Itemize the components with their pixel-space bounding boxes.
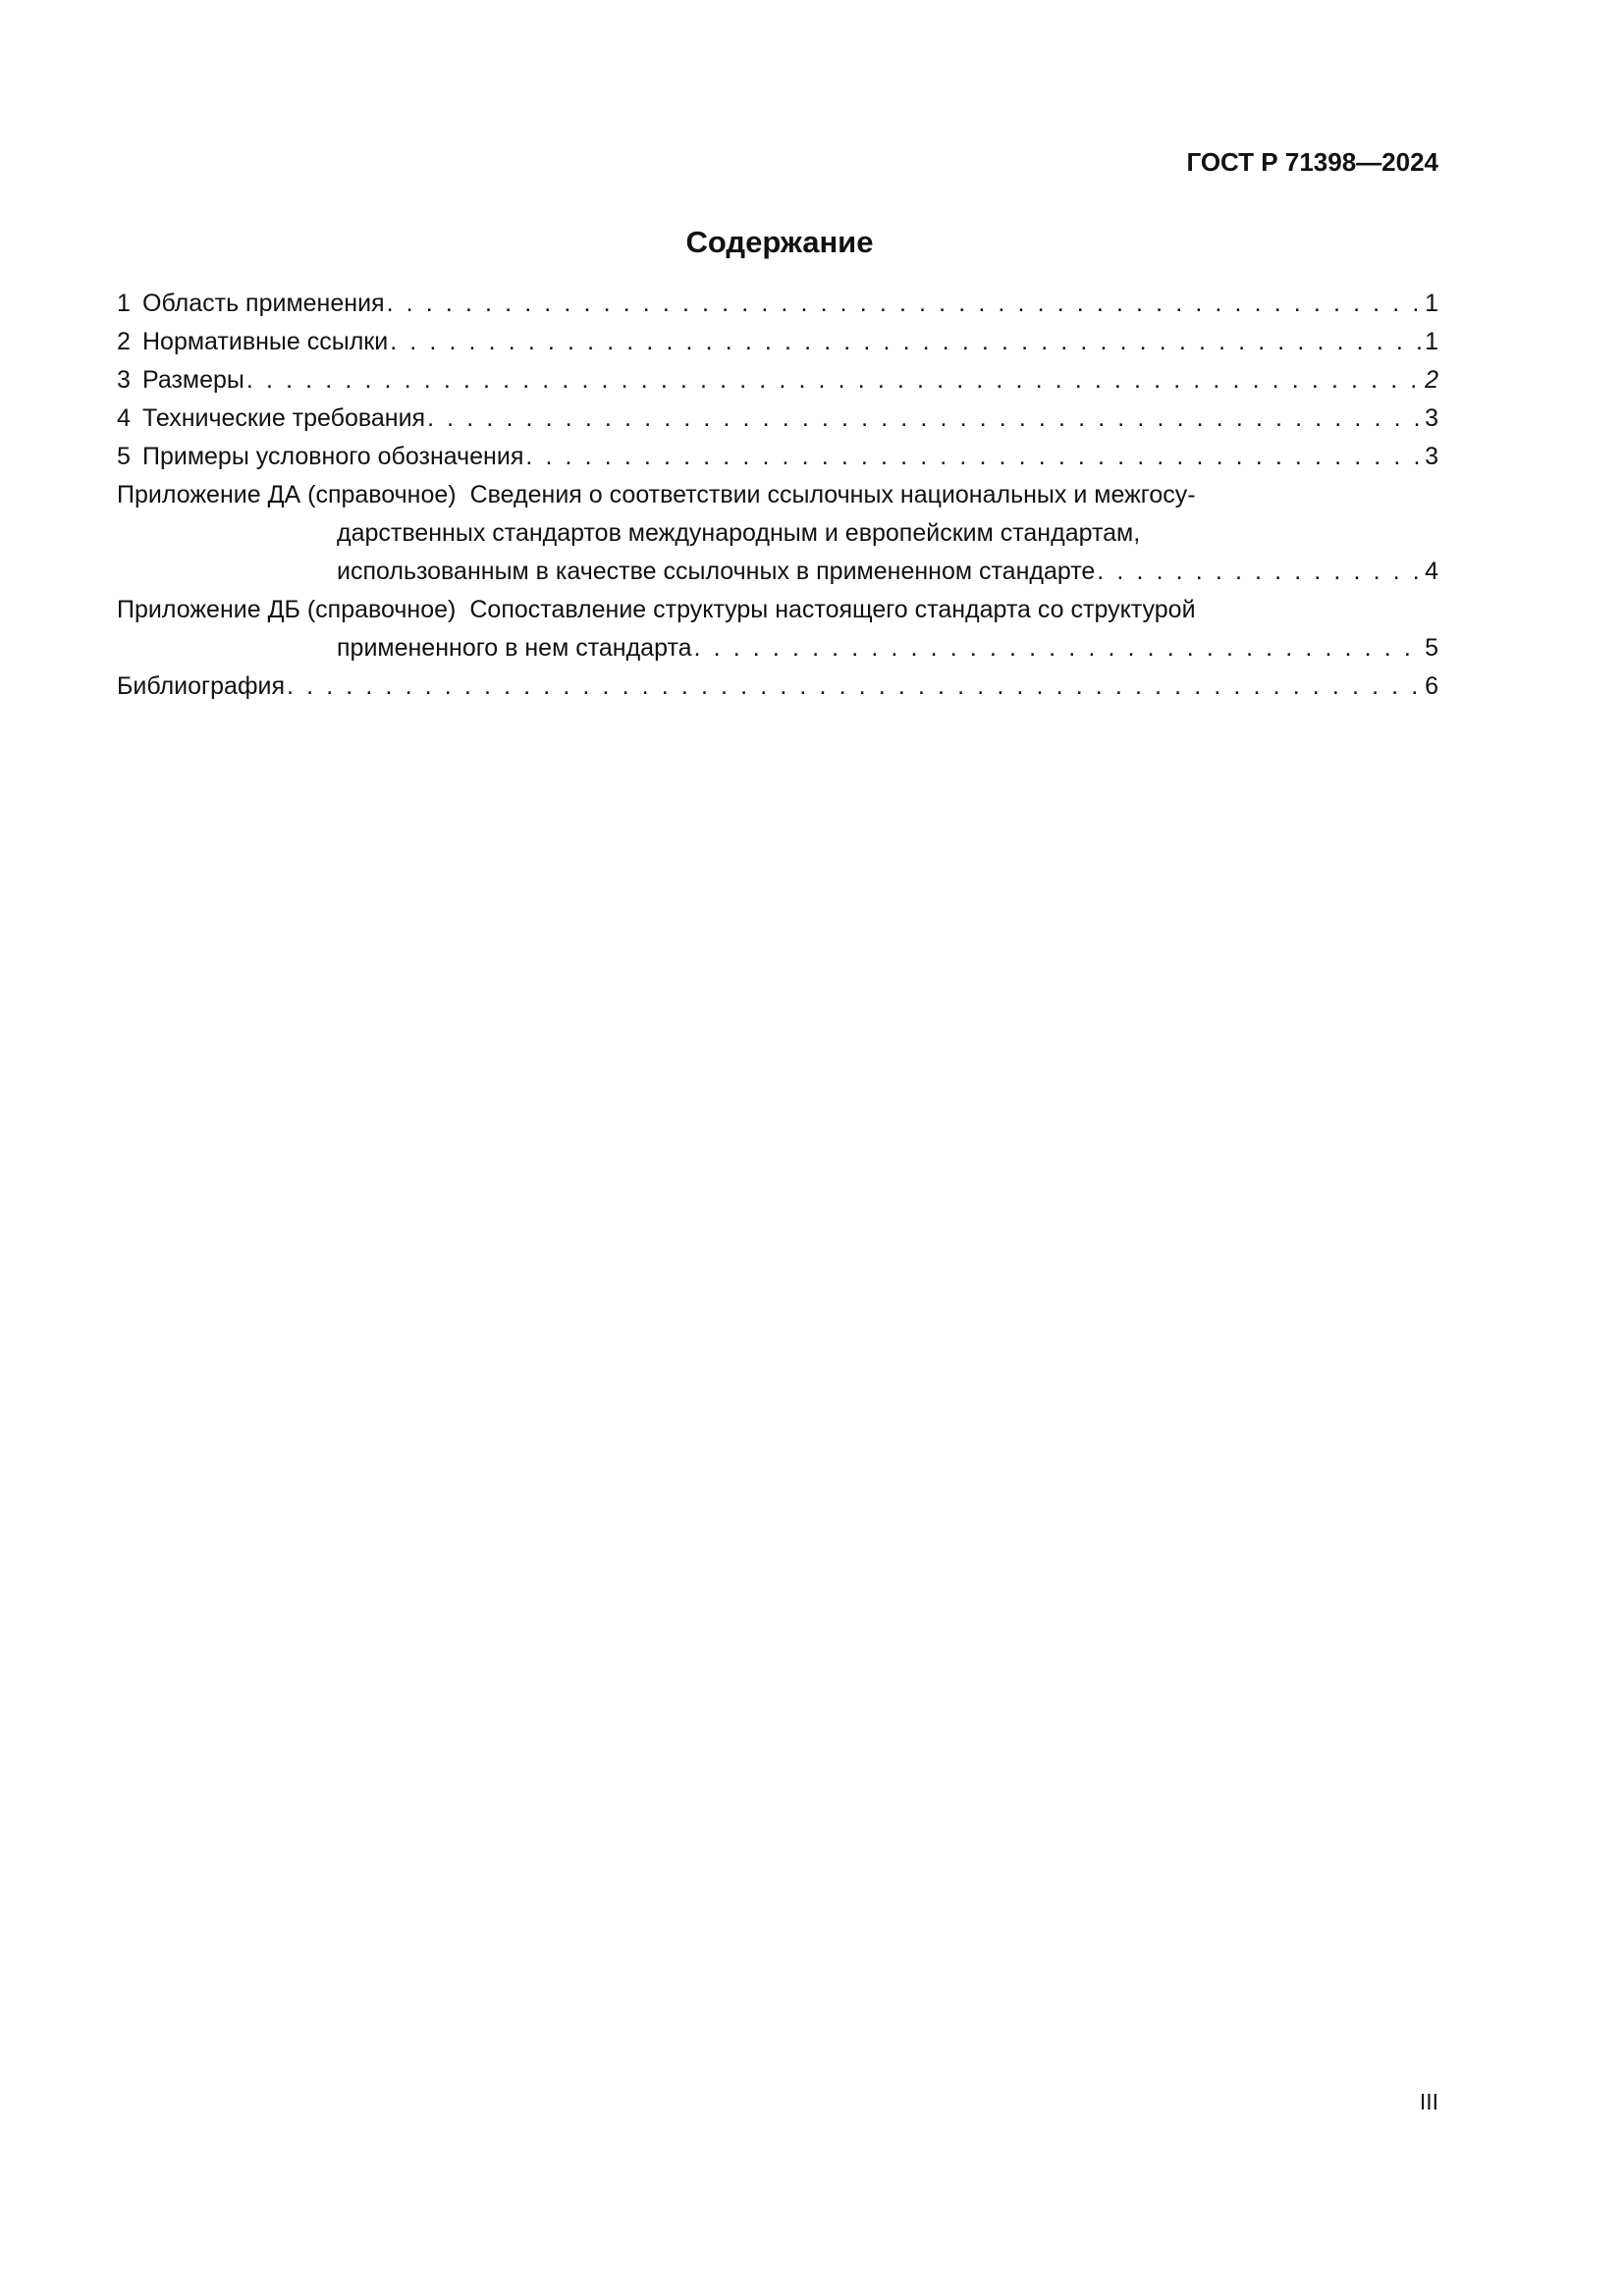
section-title: Нормативные ссылки: [142, 328, 389, 355]
bibliography-title: Библиография: [117, 672, 286, 700]
toc-entry[interactable]: [117, 438, 1438, 476]
leader-dots: [694, 629, 1424, 667]
leader-dots: [427, 400, 1423, 438]
toc-title: Содержание: [685, 225, 874, 259]
toc-entry[interactable]: [117, 400, 1438, 438]
page-number: 1: [1425, 328, 1438, 355]
leader-dots: [1097, 553, 1423, 591]
section-number: 3: [117, 366, 131, 394]
page-number: 1: [1425, 290, 1438, 317]
toc-appendix-entry[interactable]: [117, 591, 1438, 667]
toc-entry[interactable]: [117, 285, 1438, 323]
page-number: 5: [1425, 634, 1438, 662]
appendix-label: Приложение ДБ (справочное): [117, 596, 457, 623]
document-code: ГОСТ Р 71398—2024: [1186, 147, 1438, 177]
section-title: Примеры условного обозначения: [142, 443, 524, 470]
section-number: 4: [117, 404, 131, 432]
toc-entry-bibliography[interactable]: [117, 667, 1438, 706]
page-number: 3: [1425, 443, 1438, 470]
page-number: 3: [1425, 404, 1438, 432]
toc-entry[interactable]: [117, 361, 1438, 400]
section-title: Область применения: [142, 290, 385, 317]
section-title: Технические требования: [142, 404, 426, 432]
appendix-label: Приложение ДА (справочное): [117, 481, 457, 508]
appendix-title-line: использованным в качестве ссылочных в примененном стандарте: [337, 558, 1096, 585]
page-number: 4: [1425, 558, 1438, 585]
toc-entry[interactable]: [117, 323, 1438, 361]
section-title: Размеры: [142, 366, 244, 394]
appendix-title-line: примененного в нем стандарта: [337, 634, 692, 662]
page-number: 2: [1425, 366, 1438, 394]
table-of-contents: [117, 285, 1438, 706]
section-number: 5: [117, 443, 131, 470]
leader-dots: [525, 438, 1423, 476]
page-number: 6: [1425, 672, 1438, 700]
section-number: 1: [117, 290, 131, 317]
leader-dots: [387, 285, 1424, 323]
leader-dots: [246, 361, 1423, 400]
leader-dots: [287, 667, 1423, 706]
footer-page-number: III: [1419, 2089, 1438, 2114]
appendix-title-line: Сопоставление структуры настоящего стандарта со структурой: [469, 596, 1196, 623]
section-number: 2: [117, 328, 131, 355]
leader-dots: [390, 323, 1423, 361]
toc-appendix-entry[interactable]: [117, 476, 1438, 591]
appendix-title-line: дарственных стандартов международным и европейским стандартам,: [337, 519, 1141, 547]
appendix-title-line: Сведения о соответствии ссылочных национальных и межгосу-: [469, 481, 1196, 508]
